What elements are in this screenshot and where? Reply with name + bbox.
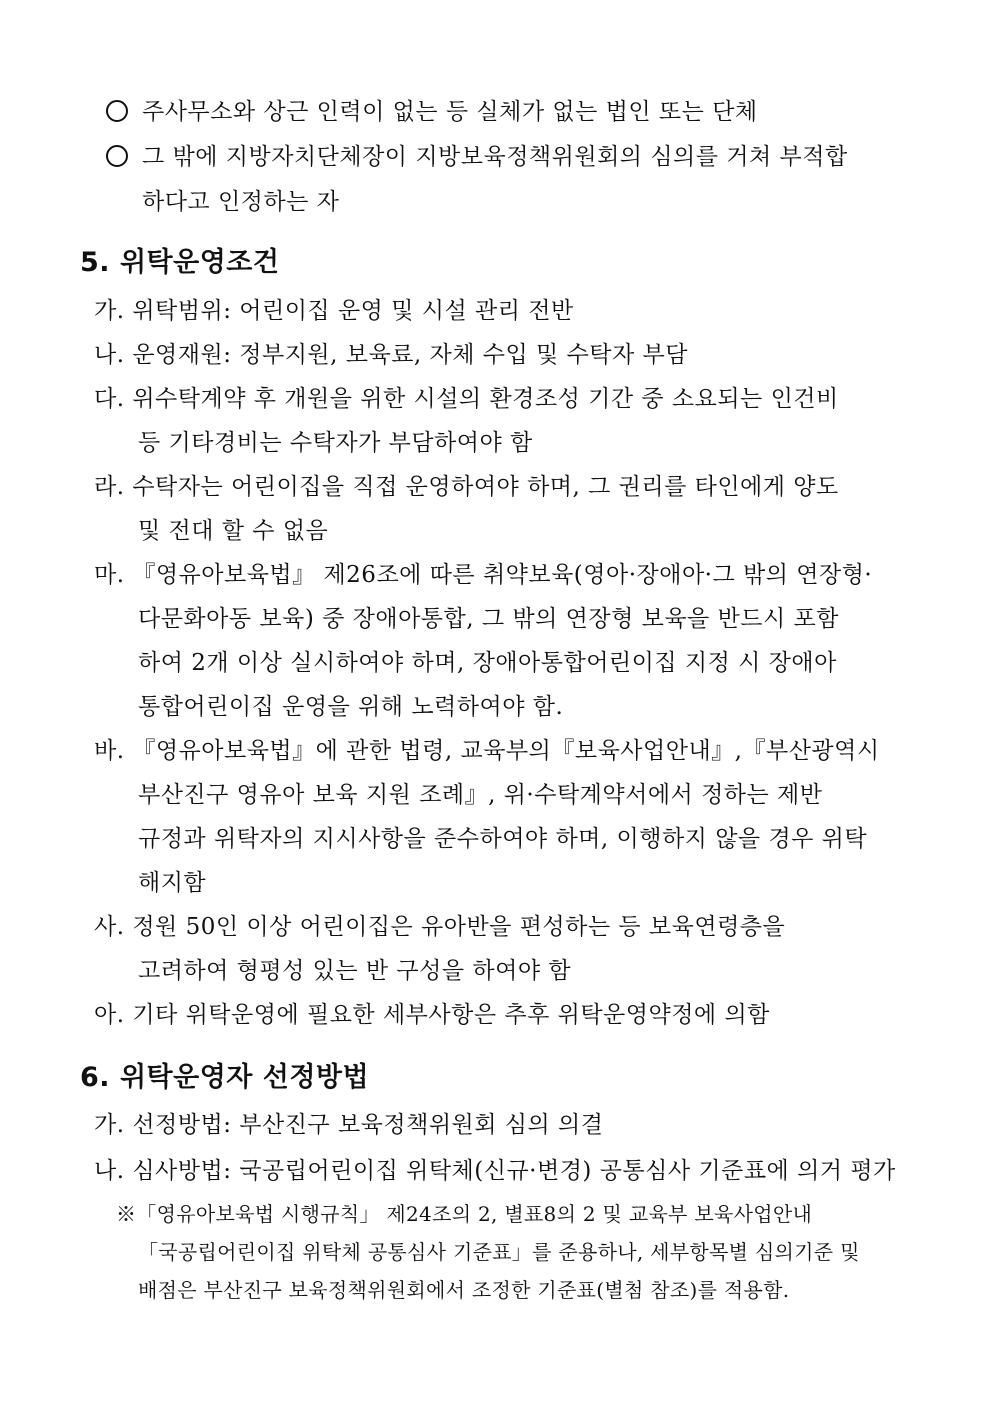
section-5-line: 다문화아동 보육) 중 장애아통합, 그 밖의 연장형 보육을 반드시 포함 — [138, 606, 839, 632]
bullet-continuation: 하다고 인정하는 자 — [142, 189, 340, 215]
section-5-line: 바. 『영유아보육법』에 관한 법령, 교육부의『보육사업안내』,『부산광역시 — [94, 738, 880, 764]
bullet-item — [106, 93, 758, 126]
section-6-title: 6. 위탁운영자 선정방법 — [80, 1062, 370, 1093]
section-5-line: 나. 운영재원: 정부지원, 보육료, 자체 수입 및 수탁자 부담 — [94, 342, 688, 368]
section-5-line: 다. 위수탁계약 후 개원을 위한 시설의 환경조성 기간 중 소요되는 인건비 — [94, 386, 839, 412]
reference-note: 「국공립어린이집 위탁체 공통심사 기준표」를 준용하나, 세부항목별 심의기준 및 — [138, 1240, 860, 1264]
section-5-line: 가. 위탁범위: 어린이집 운영 및 시설 관리 전반 — [94, 298, 574, 324]
section-5-line: 통합어린이집 운영을 위해 노력하여야 함. — [138, 694, 564, 720]
section-5-line: 마. 『영유아보육법』 제26조에 따른 취약보육(영아·장애아·그 밖의 연장형· — [94, 562, 873, 588]
bullet-item — [106, 138, 848, 171]
section-5-line: 및 전대 할 수 없음 — [138, 518, 329, 544]
reference-note: ※「영유아보육법 시행규칙」 제24조의 2, 별표8의 2 및 교육부 보육사업안내 — [116, 1202, 813, 1226]
section-5-line: 고려하여 형평성 있는 반 구성을 하여야 함 — [138, 958, 572, 984]
section-5-line: 라. 수탁자는 어린이집을 직접 운영하여야 하며, 그 권리를 타인에게 양도 — [94, 474, 839, 500]
section-5-title: 5. 위탁운영조건 — [80, 247, 280, 278]
section-5-line: 아. 기타 위탁운영에 필요한 세부사항은 추후 위탁운영약정에 의함 — [94, 1002, 770, 1028]
section-5-line: 등 기타경비는 수탁자가 부담하여야 함 — [138, 430, 533, 456]
section-5-line: 사. 정원 50인 이상 어린이집은 유아반을 편성하는 등 보육연령층을 — [94, 914, 786, 940]
section-5-line: 하여 2개 이상 실시하여야 하며, 장애아통합어린이집 지정 시 장애아 — [138, 650, 837, 676]
section-6-line: 나. 심사방법: 국공립어린이집 위탁체(신규·변경) 공통심사 기준표에 의거 평가 — [94, 1158, 896, 1184]
section-5-line: 규정과 위탁자의 지시사항을 준수하여야 하며, 이행하지 않을 경우 위탁 — [138, 826, 868, 852]
bullet-text: 그 밖에 지방자치단체장이 지방보육정책위원회의 심의를 거쳐 부적합 — [142, 144, 848, 170]
bullet-text: 주사무소와 상근 인력이 없는 등 실체가 없는 법인 또는 단체 — [142, 99, 758, 125]
reference-note: 배점은 부산진구 보육정책위원회에서 조정한 기준표(별첨 참조)를 적용함. — [138, 1278, 790, 1302]
circle-bullet-icon — [106, 145, 128, 167]
circle-bullet-icon — [106, 100, 128, 122]
section-5-line: 부산진구 영유아 보육 지원 조례』, 위·수탁계약서에서 정하는 제반 — [138, 782, 823, 808]
section-5-line: 해지함 — [138, 870, 207, 896]
section-6-line: 가. 선정방법: 부산진구 보육정책위원회 심의 의결 — [94, 1112, 604, 1138]
